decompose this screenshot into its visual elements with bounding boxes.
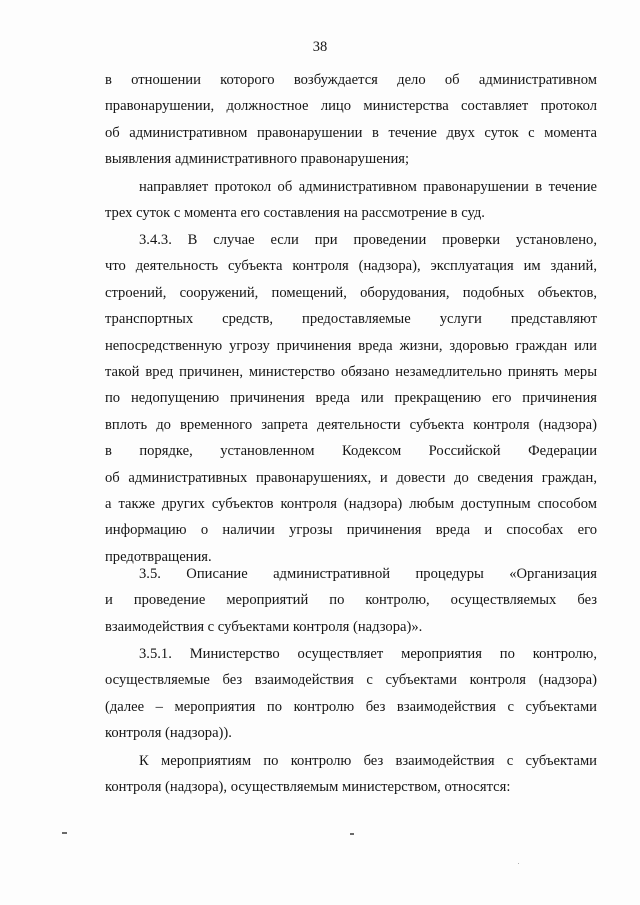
- text-line: выявления административного правонарушения;: [105, 151, 410, 168]
- text-line: взаимодействия с субъектами контроля (надзора)».: [105, 618, 423, 635]
- text-line: в отношении которого возбуждается дело об административном: [105, 72, 597, 88]
- text-line: об административном правонарушении в течение двух суток с момента: [105, 124, 597, 141]
- text-line: строений, сооружений, помещений, оборудования, подобных объектов,: [105, 284, 597, 301]
- paragraph-3-5: [105, 561, 597, 640]
- text-line: об административных правонарушениях, и довести до сведения граждан,: [105, 469, 597, 486]
- text-line: и проведение мероприятий по контролю, осуществляемых без: [105, 592, 597, 609]
- paragraph-measures-list-intro: [105, 748, 597, 801]
- text-line: непосредственную угрозу причинения вреда жизни, здоровью граждан или: [105, 337, 597, 354]
- paragraph-protocol-drafting: [105, 67, 597, 173]
- scan-mark: [518, 863, 519, 864]
- text-line: К мероприятиям по контролю без взаимодействия с субъектами: [139, 753, 597, 769]
- text-line: осуществляемые без взаимодействия с субъектами контроля (надзора): [105, 672, 597, 689]
- scan-mark: [62, 832, 67, 834]
- text-line: информацию о наличии угрозы причинения вреда и способах его: [105, 522, 597, 539]
- text-line: 3.5.1. Министерство осуществляет мероприятия по контролю,: [139, 646, 597, 662]
- paragraph-3-5-1: [105, 641, 597, 747]
- text-line: по недопущению причинения вреда или прекращению его причинения: [105, 390, 597, 407]
- scan-mark: [350, 833, 354, 835]
- text-line: что деятельность субъекта контроля (надзора), эксплуатация им зданий,: [105, 258, 597, 275]
- page-number: 38: [312, 39, 328, 55]
- text-line: контроля (надзора), осуществляемым министерством, относятся:: [105, 779, 511, 796]
- paragraph-protocol-to-court: [105, 174, 597, 227]
- text-line: направляет протокол об административном правонарушении в течение: [139, 179, 597, 195]
- text-line: а также других субъектов контроля (надзора) любым доступным способом: [105, 496, 597, 513]
- text-line: трех суток с момента его составления на рассмотрение в суд.: [105, 205, 485, 222]
- text-line: правонарушении, должностное лицо министерства составляет протокол: [105, 98, 597, 115]
- text-line: предотвращения.: [105, 548, 212, 565]
- text-line: 3.4.3. В случае если при проведении проверки установлено,: [139, 232, 597, 248]
- text-line: 3.5. Описание административной процедуры «Организация: [139, 566, 597, 582]
- text-line: такой вред причинен, министерство обязано незамедлительно принять меры: [105, 364, 597, 381]
- text-line: (далее – мероприятия по контролю без взаимодействия с субъектами: [105, 698, 597, 715]
- text-line: вплоть до временного запрета деятельности субъекта контроля (надзора): [105, 416, 597, 433]
- text-line: транспортных средств, предоставляемые услуги представляют: [105, 311, 597, 328]
- text-line: контроля (надзора)).: [105, 725, 232, 742]
- paragraph-3-4-3: [105, 227, 597, 570]
- text-line: в порядке, установленном Кодексом Российской Федерации: [105, 443, 597, 460]
